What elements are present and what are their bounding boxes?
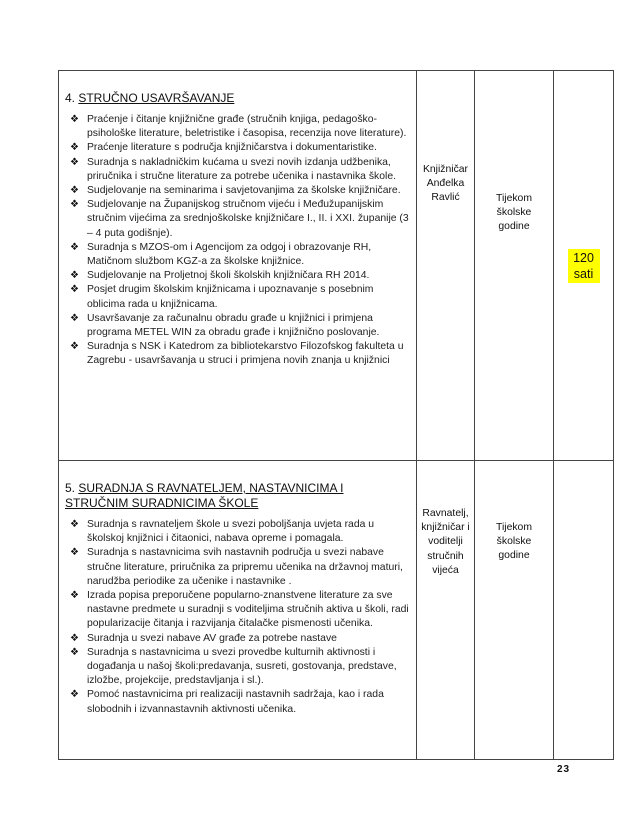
responsible-cell	[417, 461, 475, 760]
diamond-dots-icon: ❖	[70, 646, 79, 658]
list-item	[69, 518, 410, 546]
responsible-line: Ravnatelj,	[422, 508, 469, 519]
timeframe-line: školske	[496, 536, 532, 548]
list-item	[69, 646, 410, 689]
responsible-text	[417, 461, 474, 578]
section-title: 4. STRUČNO USAVRŠAVANJE	[65, 91, 235, 105]
hours-cell	[554, 71, 614, 461]
list-item	[69, 283, 410, 311]
responsible-line: vijeća	[432, 564, 459, 576]
diamond-dots-icon: ❖	[70, 632, 79, 644]
list-item-text: Usavršavanje za računalnu obradu građe u knjižnici i primjena programa METEL WIN za obradu građe i knjižnično poslovanje.	[87, 312, 380, 339]
timeframe-cell	[475, 71, 554, 461]
hours-cell	[554, 461, 614, 760]
timeframe-line: Tijekom	[496, 193, 532, 204]
list-item	[69, 156, 410, 184]
list-item	[69, 141, 410, 155]
list-item	[69, 184, 410, 198]
timeframe-line: školske	[496, 207, 532, 219]
responsible-line: Anđelka	[426, 178, 465, 190]
table-row	[59, 461, 614, 760]
list-item-text: Pomoć nastavnicima pri realizaciji nastavnih sadržaja, kao i rada slobodnih i izvannastavnih aktivnosti učenika.	[87, 689, 384, 715]
list-item	[69, 241, 410, 269]
list-item	[69, 688, 410, 716]
timeframe-text	[475, 461, 553, 564]
list-item-text: Praćenje literature s područja knjižničarstva i dokumentaristike.	[87, 142, 377, 154]
list-item-text: Suradnja s ravnateljem škole u svezi poboljšanja uvjeta rada u školskoj knjižnici i čitaonici, nabava opreme i pomagala.	[87, 519, 375, 545]
responsible-line: knjižničar i	[421, 522, 470, 534]
list-item-text: Izrada popisa preporučene popularno-znanstvene literature za sve nastavne predmete u suradnji s voditeljima stručnih aktiva u školi, radi popularizacije čitanja i razvijanja čitalačke pismenosti učenika.	[87, 590, 409, 630]
activity-list	[65, 113, 410, 369]
list-item-text: Sudjelovanje na Proljetnoj školi školskih knjižničara RH 2014.	[87, 270, 370, 282]
hours-line: sati	[573, 266, 594, 281]
timeframe-line: godine	[498, 221, 530, 233]
list-item	[69, 312, 410, 340]
list-item-text: Posjet drugim školskim knjižnicama i upoznavanje s posebnim oblicima rada u knjižnicama.	[87, 284, 374, 310]
diamond-dots-icon: ❖	[70, 519, 79, 530]
list-item	[69, 340, 410, 368]
timeframe-text	[475, 71, 553, 235]
list-item-text: Suradnja s nastavnicima svih nastavnih područja u svezi nabave stručne literature, priručnika za pripremu učenika na državnoj maturi, narudžba periodike za učenike i nastavnike .	[87, 547, 403, 587]
diamond-dots-icon: ❖	[70, 241, 79, 253]
list-item-text: Sudjelovanje na Županijskog stručnom vijeću i Međužupanijskim stručnim vijećima za srednjoškolske knjižničare I., II. i XXI. županije (3 – 4 puta godišnje).	[87, 199, 409, 239]
diamond-dots-icon: ❖	[70, 547, 79, 559]
responsible-text	[417, 71, 474, 206]
list-item-text: Praćenje i čitanje knjižnične građe (stručnih knjiga, pedagoško-psihološke literature, beletristike i časopisa, recenzija nove literature).	[87, 114, 407, 140]
list-item-text: Suradnja s NSK i Katedrom za bibliotekarstvo Filozofskog fakulteta u Zagrebu - usavršavanja u struci i primjena novih znanja u knjižnici	[87, 341, 404, 367]
timeframe-line: godine	[498, 550, 530, 562]
table-row	[59, 71, 614, 461]
list-item-text: Sudjelovanje na seminarima i savjetovanjima za školske knjižničare.	[87, 185, 401, 197]
activity-cell	[59, 461, 417, 760]
responsible-cell	[417, 71, 475, 461]
list-item	[69, 632, 410, 646]
activity-cell	[59, 71, 417, 461]
timeframe-line: Tijekom	[496, 522, 532, 533]
list-item-text: Suradnja u svezi nabave AV građe za potrebe nastave	[87, 632, 337, 644]
diamond-dots-icon: ❖	[70, 270, 79, 282]
diamond-dots-icon: ❖	[70, 284, 79, 296]
responsible-line: stručnih	[427, 550, 464, 562]
diamond-dots-icon: ❖	[70, 114, 79, 125]
list-item	[69, 589, 410, 632]
diamond-dots-icon: ❖	[70, 341, 79, 353]
plan-table	[58, 70, 614, 760]
hours-line: 120	[573, 250, 594, 265]
list-item	[69, 546, 410, 589]
list-item	[69, 198, 410, 241]
diamond-dots-icon: ❖	[70, 185, 79, 197]
diamond-dots-icon: ❖	[70, 199, 79, 211]
list-item-text: Suradnja s MZOS-om i Agencijom za odgoj i obrazovanje RH, Matičnom službom KGZ-a za školske knjižnice.	[87, 241, 372, 268]
diamond-dots-icon: ❖	[70, 156, 79, 168]
hours-highlight	[568, 249, 600, 283]
diamond-dots-icon: ❖	[70, 312, 79, 324]
page-number: 23	[557, 764, 571, 775]
timeframe-cell	[475, 461, 554, 760]
section-title: 5. SURADNJA S RAVNATELJEM, NASTAVNICIMA I STRUČNIM SURADNICIMA ŠKOLE	[65, 481, 344, 510]
responsible-line: Ravlić	[431, 192, 460, 204]
list-item	[69, 113, 410, 141]
list-item	[69, 269, 410, 283]
diamond-dots-icon: ❖	[70, 689, 79, 701]
responsible-line: Knjižničar	[422, 164, 469, 175]
diamond-dots-icon: ❖	[70, 590, 79, 602]
list-item-text: Suradnja s nastavnicima u svezi provedbe kulturnih aktivnosti i događanja u našoj školi:predavanja, susreti, gostovanja, predstave, izložbe, projekcije, predstavljanja i sl.).	[87, 646, 397, 687]
list-item-text: Suradnja s nakladničkim kućama u svezi novih izdanja udžbenika, priručnika i stručne literature za potrebe učenika i nastavnika škole.	[87, 156, 396, 182]
responsible-line: voditelji	[428, 536, 463, 548]
activity-list	[65, 518, 410, 717]
diamond-dots-icon: ❖	[70, 142, 79, 154]
